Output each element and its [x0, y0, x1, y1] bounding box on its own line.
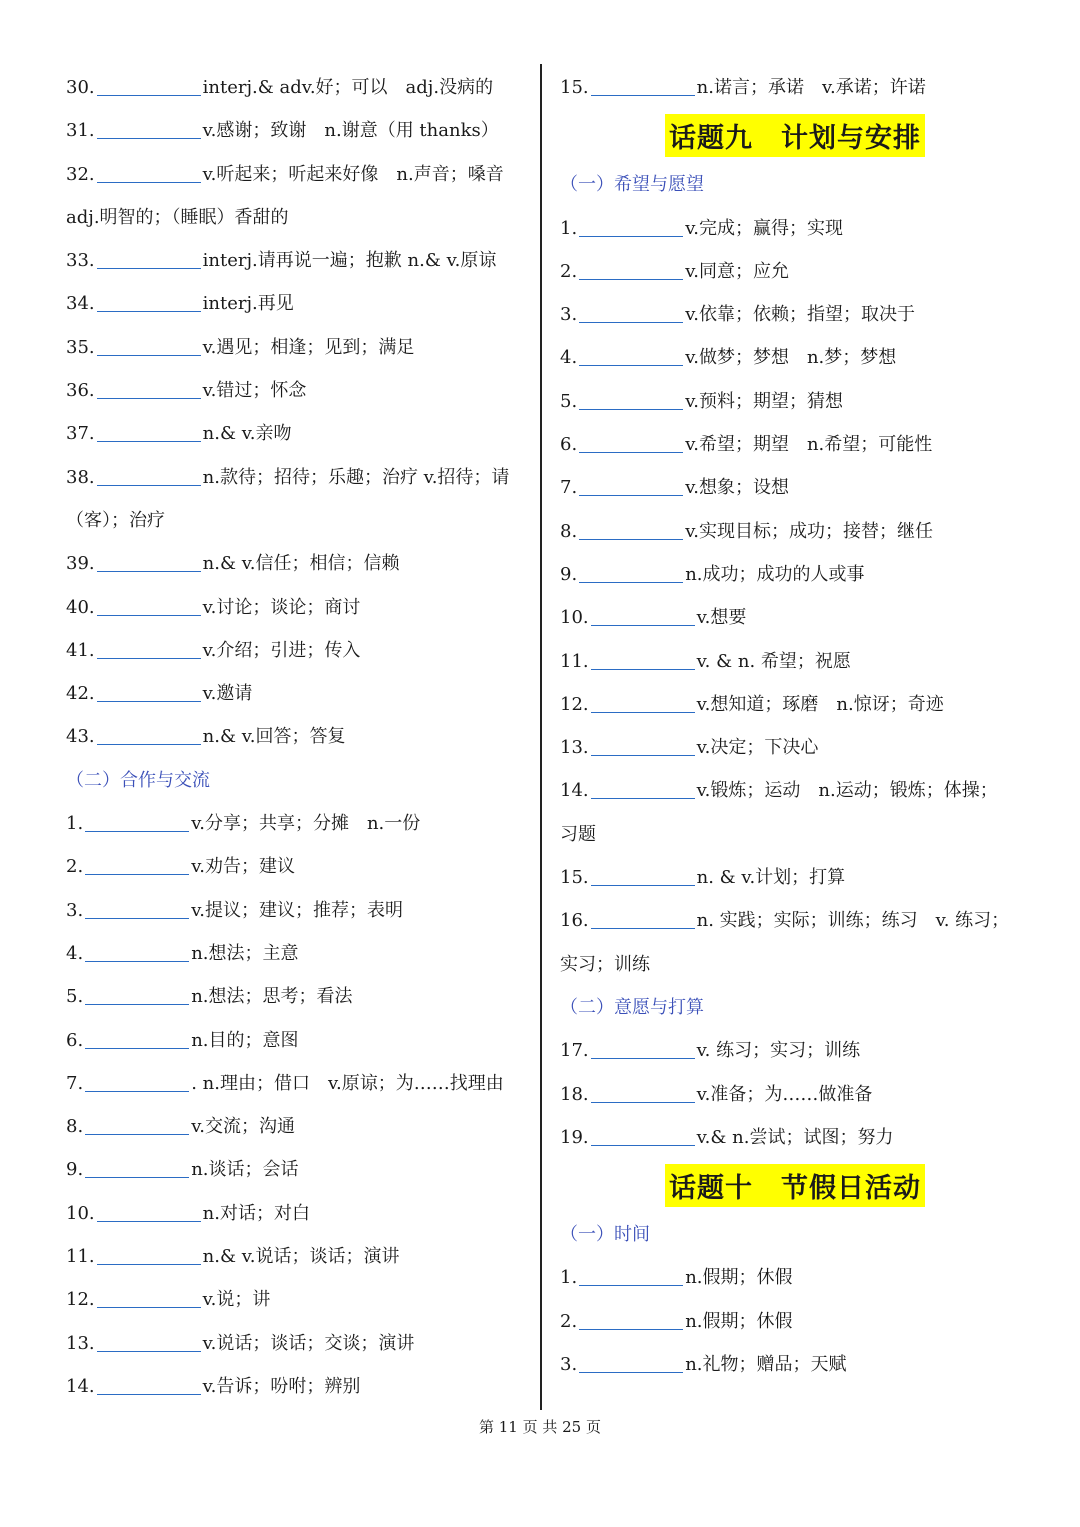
item-number: 30.	[66, 77, 95, 98]
item-number: 5.	[560, 390, 578, 412]
vocab-item	[66, 412, 528, 455]
answer-blank[interactable]	[85, 1159, 189, 1178]
vocab-item	[560, 293, 1030, 336]
vocab-item	[560, 1343, 1030, 1386]
answer-blank[interactable]	[97, 120, 201, 139]
item-number: 1.	[560, 217, 578, 239]
item-number: 18.	[560, 1083, 589, 1105]
item-definition: v.决定；下决心	[696, 737, 819, 759]
item-number: 15.	[560, 77, 589, 98]
vocab-item	[560, 1256, 1030, 1299]
item-definition: v.想要	[696, 607, 747, 629]
answer-blank[interactable]	[579, 521, 683, 540]
answer-blank[interactable]	[85, 943, 189, 962]
item-number: 2.	[560, 260, 578, 282]
answer-blank[interactable]	[591, 607, 695, 626]
item-definition: n. & v.计划；打算	[696, 867, 846, 889]
answer-blank[interactable]	[579, 1354, 683, 1373]
answer-blank[interactable]	[97, 1289, 201, 1308]
answer-blank[interactable]	[97, 164, 201, 183]
vocab-item	[560, 1029, 1030, 1072]
answer-blank[interactable]	[591, 1040, 695, 1059]
answer-blank[interactable]	[591, 651, 695, 670]
answer-blank[interactable]	[579, 261, 683, 280]
item-definition: n.礼物；赠品；天赋	[685, 1354, 847, 1376]
item-number: 2.	[560, 1310, 578, 1332]
item-number: 14.	[560, 780, 589, 802]
answer-blank[interactable]	[591, 867, 695, 886]
vocab-item	[66, 845, 528, 888]
item-number: 7.	[560, 477, 578, 499]
item-number: 35.	[66, 336, 95, 358]
vocab-item	[66, 889, 528, 932]
topic-title: 话题九 计划与安排	[665, 114, 925, 157]
item-definition: v.锻炼；运动 n.运动；锻炼；体操；	[696, 780, 998, 802]
item-definition: v.讨论；谈论；商讨	[202, 596, 361, 618]
answer-blank[interactable]	[97, 726, 201, 745]
item-number: 43.	[66, 726, 95, 748]
vocab-item	[560, 596, 1030, 639]
item-definition: v.& n.尝试；试图；努力	[696, 1126, 894, 1148]
right-column	[560, 66, 1030, 1386]
item-definition: n.款待；招待；乐趣；治疗 v.招待；请	[202, 466, 510, 488]
vocab-item	[66, 542, 528, 585]
answer-blank[interactable]	[85, 1030, 189, 1049]
vocab-item	[560, 1300, 1030, 1343]
section-heading: （二）意愿与打算	[560, 996, 704, 1018]
vocab-item	[66, 153, 528, 196]
item-definition: interj.再见	[202, 293, 294, 315]
item-number: 8.	[560, 520, 578, 542]
answer-blank[interactable]	[579, 477, 683, 496]
item-number: 11.	[66, 1246, 95, 1268]
section-heading: （一）希望与愿望	[560, 174, 704, 196]
item-number: 41.	[66, 639, 95, 661]
vocab-item	[66, 1105, 528, 1148]
item-definition: interj.请再说一遍；抱歉 n.& v.原谅	[202, 250, 497, 272]
item-definition: v.介绍；引进；传入	[202, 639, 361, 661]
vocab-item	[560, 336, 1030, 379]
item-definition: n.想法；思考；看法	[191, 986, 353, 1008]
answer-blank[interactable]	[97, 77, 201, 96]
item-number: 3.	[560, 304, 578, 326]
item-definition: n.想法；主意	[191, 942, 299, 964]
item-definition: v.想知道；琢磨 n.惊讶；奇迹	[696, 693, 944, 715]
item-number: 42.	[66, 683, 95, 705]
answer-blank[interactable]	[97, 293, 201, 312]
answer-blank[interactable]	[85, 986, 189, 1005]
item-definition: n.假期；休假	[685, 1267, 793, 1289]
item-definition: n.& v.亲吻	[202, 423, 292, 445]
item-number: 38.	[66, 466, 95, 488]
item-number: 5.	[66, 986, 84, 1008]
answer-blank[interactable]	[591, 780, 695, 799]
vocab-item	[560, 769, 1030, 812]
item-number: 12.	[66, 1289, 95, 1311]
answer-blank[interactable]	[579, 304, 683, 323]
vocab-item	[66, 1192, 528, 1235]
item-definition: n.& v.回答；答复	[202, 726, 346, 748]
item-definition: v.依靠；依赖；指望；取决于	[685, 304, 915, 326]
answer-blank[interactable]	[85, 1116, 189, 1135]
answer-blank[interactable]	[85, 813, 189, 832]
vocab-item	[560, 553, 1030, 596]
item-definition: v.告诉；吩咐；辨别	[202, 1375, 361, 1397]
item-definition: v.同意；应允	[685, 260, 789, 282]
vocab-item	[66, 109, 528, 152]
item-definition: . n.理由；借口 v.原谅；为……找理由	[191, 1072, 504, 1094]
item-number: 31.	[66, 120, 95, 142]
answer-blank[interactable]	[97, 250, 201, 269]
item-number: 37.	[66, 423, 95, 445]
vocab-item	[66, 282, 528, 325]
vocab-item	[66, 586, 528, 629]
answer-blank[interactable]	[97, 683, 201, 702]
item-definition: n. 实践；实际；训练；练习 v. 练习；	[696, 910, 1010, 932]
item-number: 6.	[560, 434, 578, 456]
item-definition: v.准备；为……做准备	[696, 1083, 873, 1105]
answer-blank[interactable]	[97, 1376, 201, 1395]
answer-blank[interactable]	[591, 77, 695, 96]
definition-continuation: （客）；治疗	[66, 509, 165, 531]
vocab-item	[66, 1365, 528, 1408]
answer-blank[interactable]	[97, 467, 201, 486]
answer-blank[interactable]	[85, 856, 189, 875]
item-number: 4.	[560, 347, 578, 369]
vocab-item	[66, 1019, 528, 1062]
answer-blank[interactable]	[591, 910, 695, 929]
item-number: 9.	[66, 1159, 84, 1181]
vocab-item	[66, 672, 528, 715]
item-number: 3.	[66, 899, 84, 921]
item-number: 3.	[560, 1354, 578, 1376]
item-number: 10.	[66, 1202, 95, 1224]
item-definition: n.& v.信任；相信；信赖	[202, 553, 400, 575]
vocab-item	[66, 715, 528, 758]
answer-blank[interactable]	[579, 1311, 683, 1330]
vocab-item	[66, 369, 528, 412]
item-number: 7.	[66, 1072, 84, 1094]
item-definition: n.假期；休假	[685, 1310, 793, 1332]
answer-blank[interactable]	[97, 597, 201, 616]
answer-blank[interactable]	[591, 1127, 695, 1146]
item-definition: interj.& adv.好；可以 adj.没病的	[202, 77, 494, 98]
item-number: 6.	[66, 1029, 84, 1051]
item-definition: n.& v.说话；谈话；演讲	[202, 1246, 400, 1268]
item-number: 15.	[560, 867, 589, 889]
item-number: 16.	[560, 910, 589, 932]
vocab-item	[560, 380, 1030, 423]
item-definition: v.说；讲	[202, 1289, 271, 1311]
vocab-item	[560, 1116, 1030, 1159]
answer-blank[interactable]	[97, 1333, 201, 1352]
item-number: 33.	[66, 250, 95, 272]
vocab-item	[560, 510, 1030, 553]
item-definition: n.对话；对白	[202, 1202, 310, 1224]
answer-blank[interactable]	[97, 1203, 201, 1222]
vocab-item	[66, 1062, 528, 1105]
vocab-item	[560, 66, 1030, 109]
answer-blank[interactable]	[97, 1246, 201, 1265]
answer-blank[interactable]	[97, 337, 201, 356]
item-definition: v.遇见；相逢；见到；满足	[202, 336, 415, 358]
vocab-item	[66, 66, 528, 109]
vocab-item	[560, 250, 1030, 293]
vocab-item	[66, 326, 528, 369]
item-number: 39.	[66, 553, 95, 575]
item-definition: v.做梦；梦想 n.梦；梦想	[685, 347, 897, 369]
item-number: 40.	[66, 596, 95, 618]
item-number: 12.	[560, 693, 589, 715]
item-definition: v. & n. 希望；祝愿	[696, 650, 851, 672]
answer-blank[interactable]	[579, 347, 683, 366]
item-number: 36.	[66, 380, 95, 402]
answer-blank[interactable]	[97, 640, 201, 659]
item-definition: v.邀请	[202, 683, 253, 705]
item-definition: v.实现目标；成功；接替；继任	[685, 520, 933, 542]
item-definition: v.说话；谈话；交谈；演讲	[202, 1332, 415, 1354]
vocab-item	[560, 640, 1030, 683]
answer-blank[interactable]	[85, 1073, 189, 1092]
answer-blank[interactable]	[579, 434, 683, 453]
item-definition: v.完成；赢得；实现	[685, 217, 843, 239]
vocab-item	[66, 456, 528, 499]
item-definition: v.希望；期望 n.希望；可能性	[685, 434, 933, 456]
item-definition: v.提议；建议；推荐；表明	[191, 899, 403, 921]
item-number: 14.	[66, 1375, 95, 1397]
item-definition: n.目的；意图	[191, 1029, 299, 1051]
vocab-item	[66, 932, 528, 975]
vocab-item	[66, 975, 528, 1018]
item-definition: v.听起来；听起来好像 n.声音；嗓音	[202, 163, 504, 185]
vocab-item	[560, 856, 1030, 899]
section-heading: （一）时间	[560, 1224, 650, 1246]
answer-blank[interactable]	[579, 1267, 683, 1286]
vocab-item	[560, 726, 1030, 769]
item-number: 13.	[66, 1332, 95, 1354]
item-number: 2.	[66, 856, 84, 878]
vocab-item	[560, 207, 1030, 250]
topic-heading	[560, 109, 1030, 161]
definition-continuation: adj.明智的；（睡眠）香甜的	[66, 206, 289, 228]
vocab-item	[560, 683, 1030, 726]
answer-blank[interactable]	[591, 694, 695, 713]
vocab-item	[66, 1322, 528, 1365]
item-number: 32.	[66, 163, 95, 185]
item-definition: v.感谢；致谢 n.谢意（用 thanks）	[202, 120, 499, 142]
item-definition: v.交流；沟通	[191, 1116, 295, 1138]
answer-blank[interactable]	[591, 1084, 695, 1103]
answer-blank[interactable]	[579, 391, 683, 410]
page-footer: 第 11 页 共 25 页	[478, 1418, 601, 1436]
vocab-item	[560, 466, 1030, 509]
vocab-item	[66, 239, 528, 282]
definition-continuation: 习题	[560, 823, 596, 845]
item-number: 4.	[66, 942, 84, 964]
topic-heading	[560, 1159, 1030, 1211]
item-definition: v. 练习；实习；训练	[696, 1040, 861, 1062]
vocab-item	[66, 629, 528, 672]
vocab-item	[560, 423, 1030, 466]
item-number: 1.	[66, 813, 84, 835]
topic-title: 话题十 节假日活动	[665, 1164, 925, 1207]
item-number: 8.	[66, 1116, 84, 1138]
item-number: 13.	[560, 737, 589, 759]
column-divider	[540, 64, 542, 1410]
item-definition: v.想象；设想	[685, 477, 789, 499]
definition-continuation: 实习；训练	[560, 953, 650, 975]
item-definition: v.预料；期望；猜想	[685, 390, 843, 412]
answer-blank[interactable]	[97, 423, 201, 442]
item-number: 9.	[560, 563, 578, 585]
item-number: 10.	[560, 607, 589, 629]
answer-blank[interactable]	[579, 218, 683, 237]
vocab-item	[560, 899, 1030, 942]
vocab-item	[66, 802, 528, 845]
answer-blank[interactable]	[97, 380, 201, 399]
vocab-item	[66, 1278, 528, 1321]
item-number: 34.	[66, 293, 95, 315]
item-number: 1.	[560, 1267, 578, 1289]
answer-blank[interactable]	[97, 553, 201, 572]
section-heading: （二）合作与交流	[66, 769, 210, 791]
item-definition: v.分享；共享；分摊 n.一份	[191, 813, 421, 835]
answer-blank[interactable]	[591, 737, 695, 756]
item-number: 19.	[560, 1126, 589, 1148]
answer-blank[interactable]	[85, 900, 189, 919]
item-definition: n.成功；成功的人或事	[685, 563, 865, 585]
vocab-item	[66, 1235, 528, 1278]
vocab-item	[66, 1148, 528, 1191]
item-number: 11.	[560, 650, 589, 672]
left-column	[66, 66, 528, 1408]
item-definition: v.劝告；建议	[191, 856, 295, 878]
answer-blank[interactable]	[579, 564, 683, 583]
item-definition: n.谈话；会话	[191, 1159, 299, 1181]
item-number: 17.	[560, 1040, 589, 1062]
item-definition: n.诺言；承诺 v.承诺；许诺	[696, 77, 926, 98]
item-definition: v.错过；怀念	[202, 380, 307, 402]
vocab-item	[560, 1073, 1030, 1116]
